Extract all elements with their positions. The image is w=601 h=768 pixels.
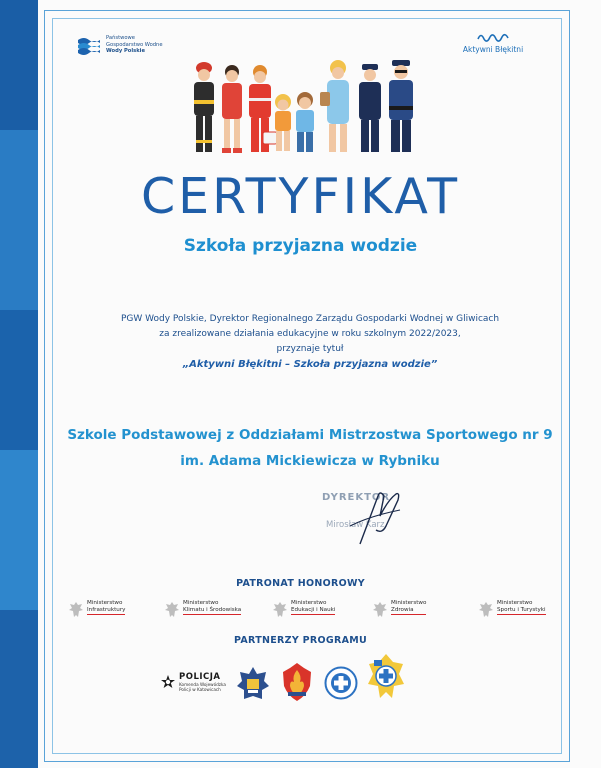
fire-service-badge-icon (280, 662, 314, 702)
program-logo-label: Aktywni Błękitni (462, 45, 524, 54)
wody-polskie-wave-icon (76, 34, 102, 56)
left-decorative-band (0, 0, 38, 768)
ministry-health (372, 600, 426, 620)
recipient-line-1: Szkole Podstawowej z Oddziałami Mistrzostwa Sportowego nr 9 (67, 427, 553, 443)
police-badge-icon (236, 666, 270, 702)
ministry-climate (164, 600, 241, 620)
ministry-sport (478, 600, 546, 620)
recipient-block (40, 422, 580, 474)
polish-eagle-icon (478, 600, 494, 620)
ministry-line-2: Sportu i Turystyki (497, 606, 546, 613)
award-title: „Aktywni Błękitni – Szkoła przyjazna wodzie” (182, 359, 438, 370)
polish-eagle-icon (68, 600, 84, 620)
policja-line-1: Komenda Wojewódzka (179, 682, 226, 687)
patronage-title: PATRONAT HONOROWY (236, 578, 365, 589)
aktywni-blekitni-wave-icon (475, 30, 511, 44)
ministry-line-1: Ministerstwo (391, 600, 427, 606)
ministry-line-1: Ministerstwo (291, 600, 327, 606)
ministry-infrastructure (68, 600, 125, 620)
ministry-education (272, 600, 335, 620)
wopr-badge-icon (366, 652, 406, 700)
polish-eagle-icon (272, 600, 288, 620)
certificate-body (60, 312, 560, 372)
paramedic-figure (222, 65, 242, 153)
ministry-line-1: Ministerstwo (87, 600, 123, 606)
policja-logo (160, 672, 226, 692)
recipient-line-2: im. Adama Mickiewicza w Rybniku (180, 453, 440, 469)
body-line-1: PGW Wody Polskie, Dyrektor Regionalnego Zarządu Gospodarki Wodnej w Gliwicach (120, 314, 500, 324)
water-rescue-badge-icon (324, 666, 358, 700)
partners-title: PARTNERZY PROGRAMU (233, 635, 368, 646)
org-logo-line-2: Gospodarstwo Wodne (106, 41, 163, 48)
handwritten-signature (340, 486, 410, 548)
wody-polskie-logo (76, 34, 163, 56)
polish-eagle-icon (164, 600, 180, 620)
certificate-subtitle: Szkoła przyjazna wodzie (183, 236, 418, 256)
policja-line-2: Policji w Katowicach (179, 687, 221, 692)
ministry-line-2: Edukacji i Nauki (291, 606, 336, 613)
policja-name: POLICJA (179, 672, 221, 682)
police-officer-figure (359, 64, 381, 152)
director-stamp-name: Mirosław Karz (326, 520, 385, 530)
polish-eagle-icon (372, 600, 388, 620)
rescuer-figure (249, 65, 277, 152)
body-line-3: przyznaje tytuł (276, 344, 344, 354)
certificate-title: CERTYFIKAT (140, 168, 461, 225)
child-boy-figure (296, 92, 314, 152)
child-girl-figure (275, 94, 291, 151)
org-logo-line-1: Państwowe (106, 35, 135, 42)
ministry-line-2: Infrastruktury (87, 606, 126, 613)
ministry-line-1: Ministerstwo (183, 600, 219, 606)
partners-row (160, 652, 420, 704)
ministry-line-2: Zdrowia (391, 606, 414, 613)
director-stamp-role: DYREKTOR (322, 492, 391, 503)
police-officer-sunglasses-figure (389, 60, 413, 152)
ministry-line-2: Klimatu i Środowiska (183, 606, 242, 613)
aktywni-blekitni-logo (453, 30, 533, 54)
lifeguard-figure (320, 60, 349, 152)
ministries-row (64, 600, 564, 626)
rescuers-and-children-illustration (180, 56, 430, 158)
firefighter-figure (194, 62, 214, 152)
body-line-2: za zrealizowane działania edukacyjne w roku szkolnym 2022/2023, (159, 329, 461, 339)
org-logo-line-3: Wody Polskie (106, 48, 145, 55)
policja-star-icon (160, 674, 176, 690)
ministry-line-1: Ministerstwo (497, 600, 533, 606)
